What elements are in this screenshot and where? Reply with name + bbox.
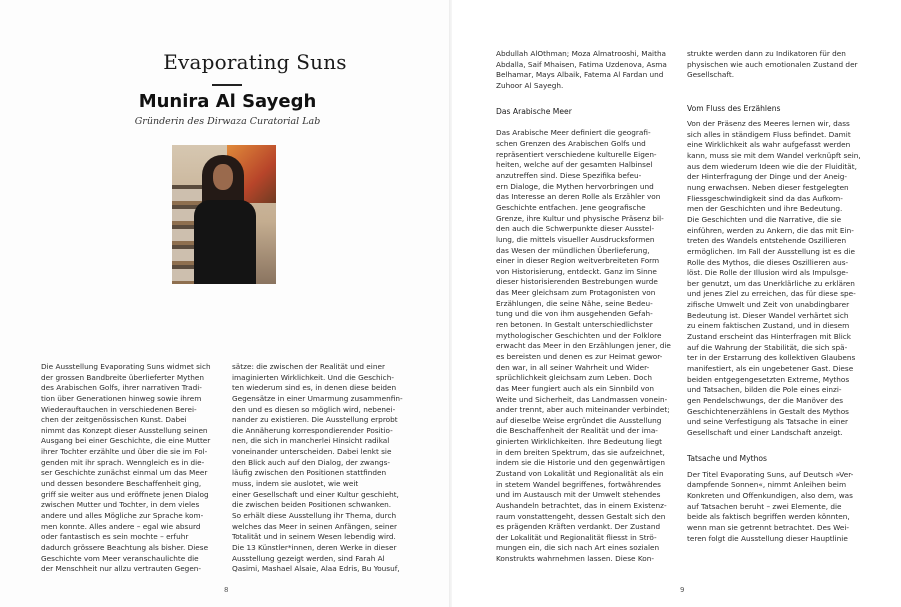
text-line: Geschichte entfachen. Jene geografische	[496, 202, 646, 212]
text-line: Die Geschichten und die Narrative, die sie	[687, 214, 842, 224]
text-line: Die Ausstellung Evaporating Suns widmet sich	[41, 362, 211, 371]
text-line: Das Arabische Meer definiert die geografi-	[496, 128, 651, 138]
text-line: auf dieselbe Weise ergründet die Ausstellung	[496, 415, 662, 425]
text-line: raum vonstattengeht, dessen Gestalt sich den	[496, 511, 666, 521]
text-line: das Meer fungiert auch als ein Sinnbild von	[496, 383, 655, 393]
text-line: Geschichte vom Meer veranschaulichte die	[41, 553, 199, 563]
author-role: Gründerin des Dirwaza Curatorial Lab	[134, 116, 321, 127]
text-line: Gegensätze in einer Umarmung zusammenfin-	[232, 393, 403, 403]
text-line: manifestiert, als ein ungebetener Gast. Diese	[687, 363, 854, 373]
text-line: eine Wirklichkeit als wahr aufgefasst werden	[687, 140, 851, 150]
text-line: aus dem wiederum Ideen wie die der Fluidität,	[687, 161, 857, 171]
text-line: Fliessgeschwindigkeit sind da das Aufkom-	[687, 193, 843, 203]
text-line: Geschichtenerzählens in Gestalt des Mythos	[687, 406, 849, 416]
text-line: der Menschheit nur allzu vertrauten Gegen-	[41, 564, 202, 574]
text-line: physischen wie auch emotionalen Zustand der	[687, 59, 858, 69]
text-line: den auch die Schwerpunkte dieser Ausstel-	[496, 224, 655, 234]
text-line: den Blick auch auf den Dialog, der zwangs-	[232, 457, 391, 467]
text-line: gen Pendelschwungs, der die Manöver des	[687, 395, 844, 405]
text-line: beiden entgegengesetzten Extreme, Mythos	[687, 374, 850, 384]
text-line: ihrer Tochter erzählte und über die sie im Fol-	[41, 447, 208, 457]
text-line: den war, in all seiner Wahrheit und Wider-	[496, 362, 650, 372]
text-line: erwacht das Meer in den Erzählungen jener, die	[496, 341, 671, 351]
text-line: Totalität und in seinem Wesen lebendig wird.	[232, 532, 396, 542]
text-line: imaginierten Wirklichkeit. Und die Geschich-	[232, 372, 394, 382]
author-name: Munira Al Sayegh	[138, 91, 317, 112]
text-line: anzutreffen sind. Diese Spezifika befeu-	[496, 171, 642, 181]
text-column-2	[232, 362, 414, 575]
right-page	[452, 0, 901, 607]
text-line: den und es diesen so möglich wird, nebenei-	[232, 404, 396, 414]
text-line: die Annäherung korrespondierender Positio-	[232, 425, 393, 435]
text-line: zifische Umwelt und Zeit von unabdingbarer	[687, 300, 850, 310]
article-title: Evaporating Suns	[163, 50, 347, 74]
text-line: griff sie weiter aus und eröffnete jenen Dialog	[41, 489, 209, 499]
text-line: andere und alles Mögliche zur Sprache kom-	[41, 510, 204, 520]
text-line: einer in dieser Region weitverbreiteten Form	[496, 256, 660, 266]
text-line: der Hinterfragung der Dinge und der Aneig-	[687, 172, 847, 182]
text-line: ginierten Wirklichkeiten. Ihre Bedeutung liegt	[496, 437, 662, 447]
text-line: und im Austausch mit der Umwelt stehendes	[496, 490, 661, 500]
text-line: lung, die mittels visueller Ausdrucksformen	[496, 234, 655, 244]
text-line: Zuhoor Al Sayegh.	[496, 80, 564, 90]
text-line: zwischen Mutter und Tochter, in dem vieles	[41, 500, 200, 510]
text-line: das Wesen der mündlichen Überlieferung,	[496, 245, 650, 255]
text-line: zu einem faktischen Zustand, und in diesem	[687, 321, 850, 331]
text-line: die zwischen beiden Positionen schwanken.	[232, 500, 392, 510]
paragraph-spacer	[687, 438, 869, 449]
text-line: läufig zwischen den Positionen stattfinden	[232, 468, 387, 478]
text-line: Grenze, ihre Kultur und physische Präsenz bil-	[496, 213, 664, 223]
text-line: auf die Wahrung der Stabilität, die sich spä-	[687, 342, 848, 352]
text-line: nander zu existieren. Die Ausstellung erprobt	[232, 415, 398, 425]
text-line: sprüchlichkeit gleichsam zum Leben. Doch	[496, 373, 652, 383]
text-line: Konkreten und Offenkundigen, also dem, was	[687, 490, 853, 500]
text-line: So erhält diese Ausstellung ihr Thema, durch	[232, 510, 397, 520]
text-line: genden mit ihr sprach. Wenngleich es in die-	[41, 457, 205, 467]
text-line: und seine Verfestigung als Tatsache in einer	[687, 417, 848, 427]
text-line: es prägenden Kräften verdankt. Der Zustand	[496, 522, 661, 532]
text-line: nung erwachsen. Neben dieser festgelegten	[687, 183, 849, 193]
text-line: Erzählungen, die seine Nähe, seine Bedeu-	[496, 298, 653, 308]
text-line: der Lokalität und Regionalität fliesst in Strö-	[496, 532, 657, 542]
text-line: beide als faktisch begriffen werden könnten,	[687, 512, 850, 522]
text-line: ermöglichen. Im Fall der Ausstellung ist es die	[687, 246, 855, 256]
portrait-face	[213, 164, 233, 190]
text-line: schen Grenzen des Arabischen Golfs und	[496, 139, 646, 149]
text-line: Konstrukts wahrnehmen lassen. Diese Kon-	[496, 554, 654, 564]
text-line: strukte werden dann zu Indikatoren für den	[687, 49, 846, 58]
text-line: tung und die von ihm ausgehenden Gefah-	[496, 309, 653, 319]
section-heading: Tatsache und Mythos	[687, 454, 767, 464]
text-column-1	[41, 362, 221, 575]
text-line: Bedeutung ist. Dieser Wandel verhärtet sich	[687, 310, 849, 320]
page-number-right: 9	[680, 586, 685, 594]
text-line: nen, die sich in mancherlei Hinsicht radikal	[232, 436, 390, 446]
text-line: voneinander unterscheiden. Dabei lenkt sie	[232, 447, 392, 457]
text-line: und dessen besondere Beschaffenheit ging,	[41, 479, 202, 489]
text-line: Zustand von Lokalität und Regionalität als ein	[496, 468, 664, 478]
text-line: indem sie die Historie und den gegenwärtigen	[496, 458, 665, 468]
paragraph-spacer	[496, 92, 676, 103]
text-line: mythologischer Geschichten und der Folklore	[496, 330, 662, 340]
text-column-3	[496, 49, 676, 565]
text-line: muss, indem sie auslotet, wie weit	[232, 479, 359, 489]
text-line: chen der zeitgenössischen Kunst. Dabei	[41, 415, 187, 425]
text-line: ser Geschichte zunächst einmal um das Meer	[41, 468, 208, 478]
paragraph-spacer	[687, 92, 869, 104]
text-line: Aushandeln betrachtet, das in einem Existenz-	[496, 500, 667, 510]
text-line: ern Dialoge, die Mythen hervorbringen und	[496, 181, 654, 191]
text-line: Abdalla, Saif Mhaisen, Fatima Uzdenova, Asma	[496, 59, 667, 69]
text-line: ter in der Erstarrung des kollektiven Glaubens	[687, 353, 856, 363]
portrait-body	[194, 200, 256, 284]
text-line: in dem breiten Spektrum, das sie aufzeichnet,	[496, 447, 665, 457]
text-column-4	[687, 49, 869, 544]
text-line: das Meer gleichsam zum Protagonisten von	[496, 288, 656, 298]
text-line: ber genutzt, um das Unerklärliche zu erklären	[687, 278, 855, 288]
text-line: einer Gesellschaft und einer Kultur geschieht,	[232, 489, 399, 499]
text-line: dieser historisierenden Bestrebungen wurde	[496, 277, 658, 287]
text-line: welches das Meer in seinen Anfängen, seiner	[232, 521, 397, 531]
section-heading: Vom Fluss des Erzählens	[687, 103, 781, 113]
text-line: Ausgang bei einer Geschichte, die eine Mutter	[41, 436, 211, 446]
text-line: Der Titel Evaporating Suns, auf Deutsch »Ver-	[687, 469, 854, 479]
text-line: ren betonen. In Gestalt unterschiedlichster	[496, 320, 653, 330]
text-line: auf Tatsachen beruht – zwei Elemente, die	[687, 501, 842, 511]
text-line: der grossen Bandbreite überlieferter Mythen	[41, 372, 205, 382]
text-line: repräsentiert verschiedene kulturelle Eigen-	[496, 149, 657, 159]
text-line: das Interesse an deren Rolle als Erzähler von	[496, 192, 661, 202]
text-line: men der Geschichten und ihre Bedeutung.	[687, 204, 843, 214]
paragraph-spacer	[496, 118, 676, 129]
title-divider	[212, 84, 242, 86]
text-line: mungen ein, die sich nach Art eines sozialen	[496, 543, 660, 553]
text-line: sätze: die zwischen der Realität und einer	[232, 362, 385, 371]
text-line: Abdullah AlOthman; Moza Almatrooshi, Maitha	[496, 49, 667, 58]
page-number-left: 8	[224, 586, 229, 594]
text-line: tion über Generationen hinweg sowie ihrem	[41, 393, 202, 403]
text-line: wenn man sie getrennt betrachtet. Des Wei-	[687, 522, 850, 532]
text-line: Zustand erscheint das Hinterfragen mit Blick	[687, 332, 852, 342]
text-line: oder fantastisch es sein mochte – erfuhr	[41, 532, 189, 542]
text-line: sich alles in ständigem Fluss befindet. Damit	[687, 129, 851, 139]
text-line: Gesellschaft und einer Landschaft anzeigt.	[687, 427, 843, 437]
text-line: nimmt das Konzept dieser Ausstellung seinen	[41, 425, 208, 435]
text-line: heiten, welche auf der gesamten Halbinsel	[496, 160, 653, 170]
text-line: löst. Die Rolle der Illusion wird als Impulsge-	[687, 268, 849, 278]
text-line: Rolle des Mythos, die dieses Oszillieren aus-	[687, 257, 849, 267]
text-line: einführen, werden zu Ankern, die das mit Ein-	[687, 225, 854, 235]
text-line: dadurch grössere Beachtung als bisher. Diese	[41, 542, 209, 552]
paragraph-spacer	[687, 81, 869, 92]
text-line: Weite und Sicherheit, das Landmassen vonein-	[496, 394, 668, 404]
text-line: und jenes Ziel zu erreichen, das für diese spe-	[687, 289, 856, 299]
text-line: Gesellschaft.	[687, 70, 735, 80]
text-line: des Arabischen Golfs, ihrer narrativen Tradi-	[41, 383, 202, 393]
text-line: von Historisierung, entdeckt. Ganz im Sinne	[496, 266, 657, 276]
text-line: es bereisten und denen es zur Heimat gewor-	[496, 351, 663, 361]
section-heading: Das Arabische Meer	[496, 107, 572, 117]
text-line: und Tatsachen, bilden die Pole eines einzi-	[687, 385, 842, 395]
text-line: ander trennt, aber auch miteinander verbindet;	[496, 405, 670, 415]
author-portrait	[172, 145, 276, 284]
text-line: Wiederauftauchen in verschiedenen Berei-	[41, 404, 197, 414]
text-line: in stetem Wandel begriffenes, fortwährendes	[496, 479, 661, 489]
text-line: treten des Wandels entstehende Oszillieren	[687, 236, 847, 246]
text-line: Die 13 Künstler*innen, deren Werke in dieser	[232, 542, 397, 552]
text-line: dampfende Sonnen«, nimmt Anleihen beim	[687, 480, 847, 490]
text-line: Belhamar, Mays Albaik, Fatema Al Fardan und	[496, 70, 664, 80]
text-line: men konnte. Alles andere – egal wie absurd	[41, 521, 201, 531]
text-line: teren folgt die Ausstellung dieser Hauptlinie	[687, 533, 848, 543]
text-line: ten wiederum sind es, in denen diese beiden	[232, 383, 397, 393]
text-line: Ausstellung gezeigt werden, sind Farah Al	[232, 553, 385, 563]
text-line: die Beschaffenheit der Realität und der ima-	[496, 426, 658, 436]
text-line: kann, muss sie mit dem Wandel verknüpft sein,	[687, 151, 861, 161]
text-line: Qasimi, Mashael Alsaie, Alaa Edris, Bu Yousuf,	[232, 564, 400, 574]
text-line: Von der Präsenz des Meeres lernen wir, dass	[687, 119, 850, 129]
